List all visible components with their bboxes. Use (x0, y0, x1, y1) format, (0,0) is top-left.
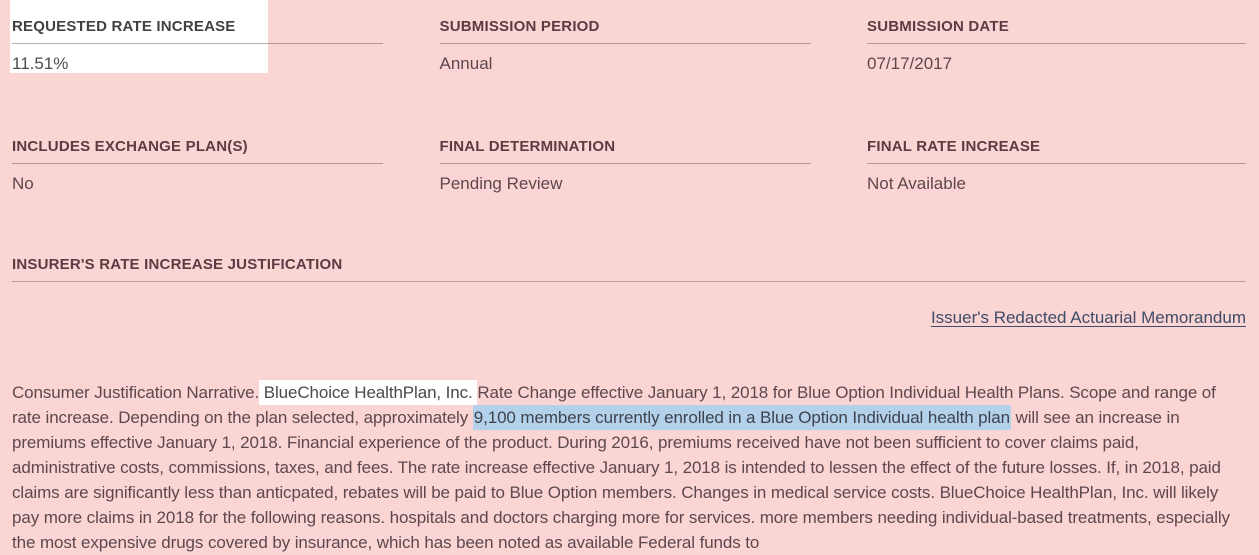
field-value: 11.51% (12, 54, 69, 73)
field-label: REQUESTED RATE INCREASE (12, 18, 236, 35)
field-label: FINAL DETERMINATION (439, 138, 616, 155)
rate-summary-grid (0, 0, 1259, 194)
narrative-segment: Rate Change effective January 1, 2018 for Blue Option Individual Health Plans. Scope and range of rate increase. Depending on the plan selected, approximately (12, 383, 1216, 427)
actuarial-memorandum-link-row (12, 308, 1246, 328)
narrative-segment: Consumer Justification Narrative. (12, 383, 260, 402)
field-divider (867, 163, 1246, 164)
justification-section-header (12, 256, 1246, 282)
field-submission-date (867, 0, 1246, 74)
field-value: No (12, 174, 34, 193)
actuarial-memorandum-link[interactable]: Issuer's Redacted Actuarial Memorandum (930, 308, 1246, 327)
field-divider (12, 43, 383, 44)
field-divider (867, 43, 1246, 44)
field-includes-exchange-plans (12, 120, 383, 194)
field-value: 07/17/2017 (867, 54, 953, 73)
field-label: SUBMISSION DATE (867, 18, 1009, 35)
field-label: FINAL RATE INCREASE (867, 138, 1041, 155)
section-divider (12, 281, 1246, 282)
section-title: INSURER'S RATE INCREASE JUSTIFICATION (12, 256, 343, 273)
field-final-rate-increase (867, 120, 1246, 194)
field-final-determination (440, 120, 811, 194)
field-value: Pending Review (439, 174, 563, 193)
field-label: SUBMISSION PERIOD (439, 18, 600, 35)
field-value: Annual (439, 54, 493, 73)
field-submission-period (440, 0, 811, 74)
field-requested-rate-increase (12, 0, 383, 74)
narrative-segment-text-selection: 9,100 members currently enrolled in a Blue Option Individual health plan (473, 405, 1011, 430)
field-divider (440, 43, 811, 44)
consumer-justification-narrative (12, 380, 1246, 555)
narrative-segment: will see an increase in premiums effective January 1, 2018. Financial experience of the product. During 2016, premiums received have not been sufficient to cover claims paid, administrative costs, commissions, taxes, and fees. The rate increase effective January 1, 2018 is intended to lessen the effect of the future losses. If, in 2018, paid claims are significantly less than anticpated, rebates will be paid to Blue Option members. Changes in medical service costs. BlueChoice HealthPlan, Inc. will likely pay more claims in 2018 for the following reasons. hospitals and doctors charging more for services. more members needing individual-based treatments, especially the most expensive drugs covered by insurance, which has been noted as available Federal funds to (12, 408, 1230, 552)
field-divider (12, 163, 383, 164)
field-value: Not Available (867, 174, 966, 193)
narrative-segment-white-highlight: BlueChoice HealthPlan, Inc. (259, 380, 477, 405)
field-divider (440, 163, 811, 164)
field-label: INCLUDES EXCHANGE PLAN(S) (12, 138, 248, 155)
